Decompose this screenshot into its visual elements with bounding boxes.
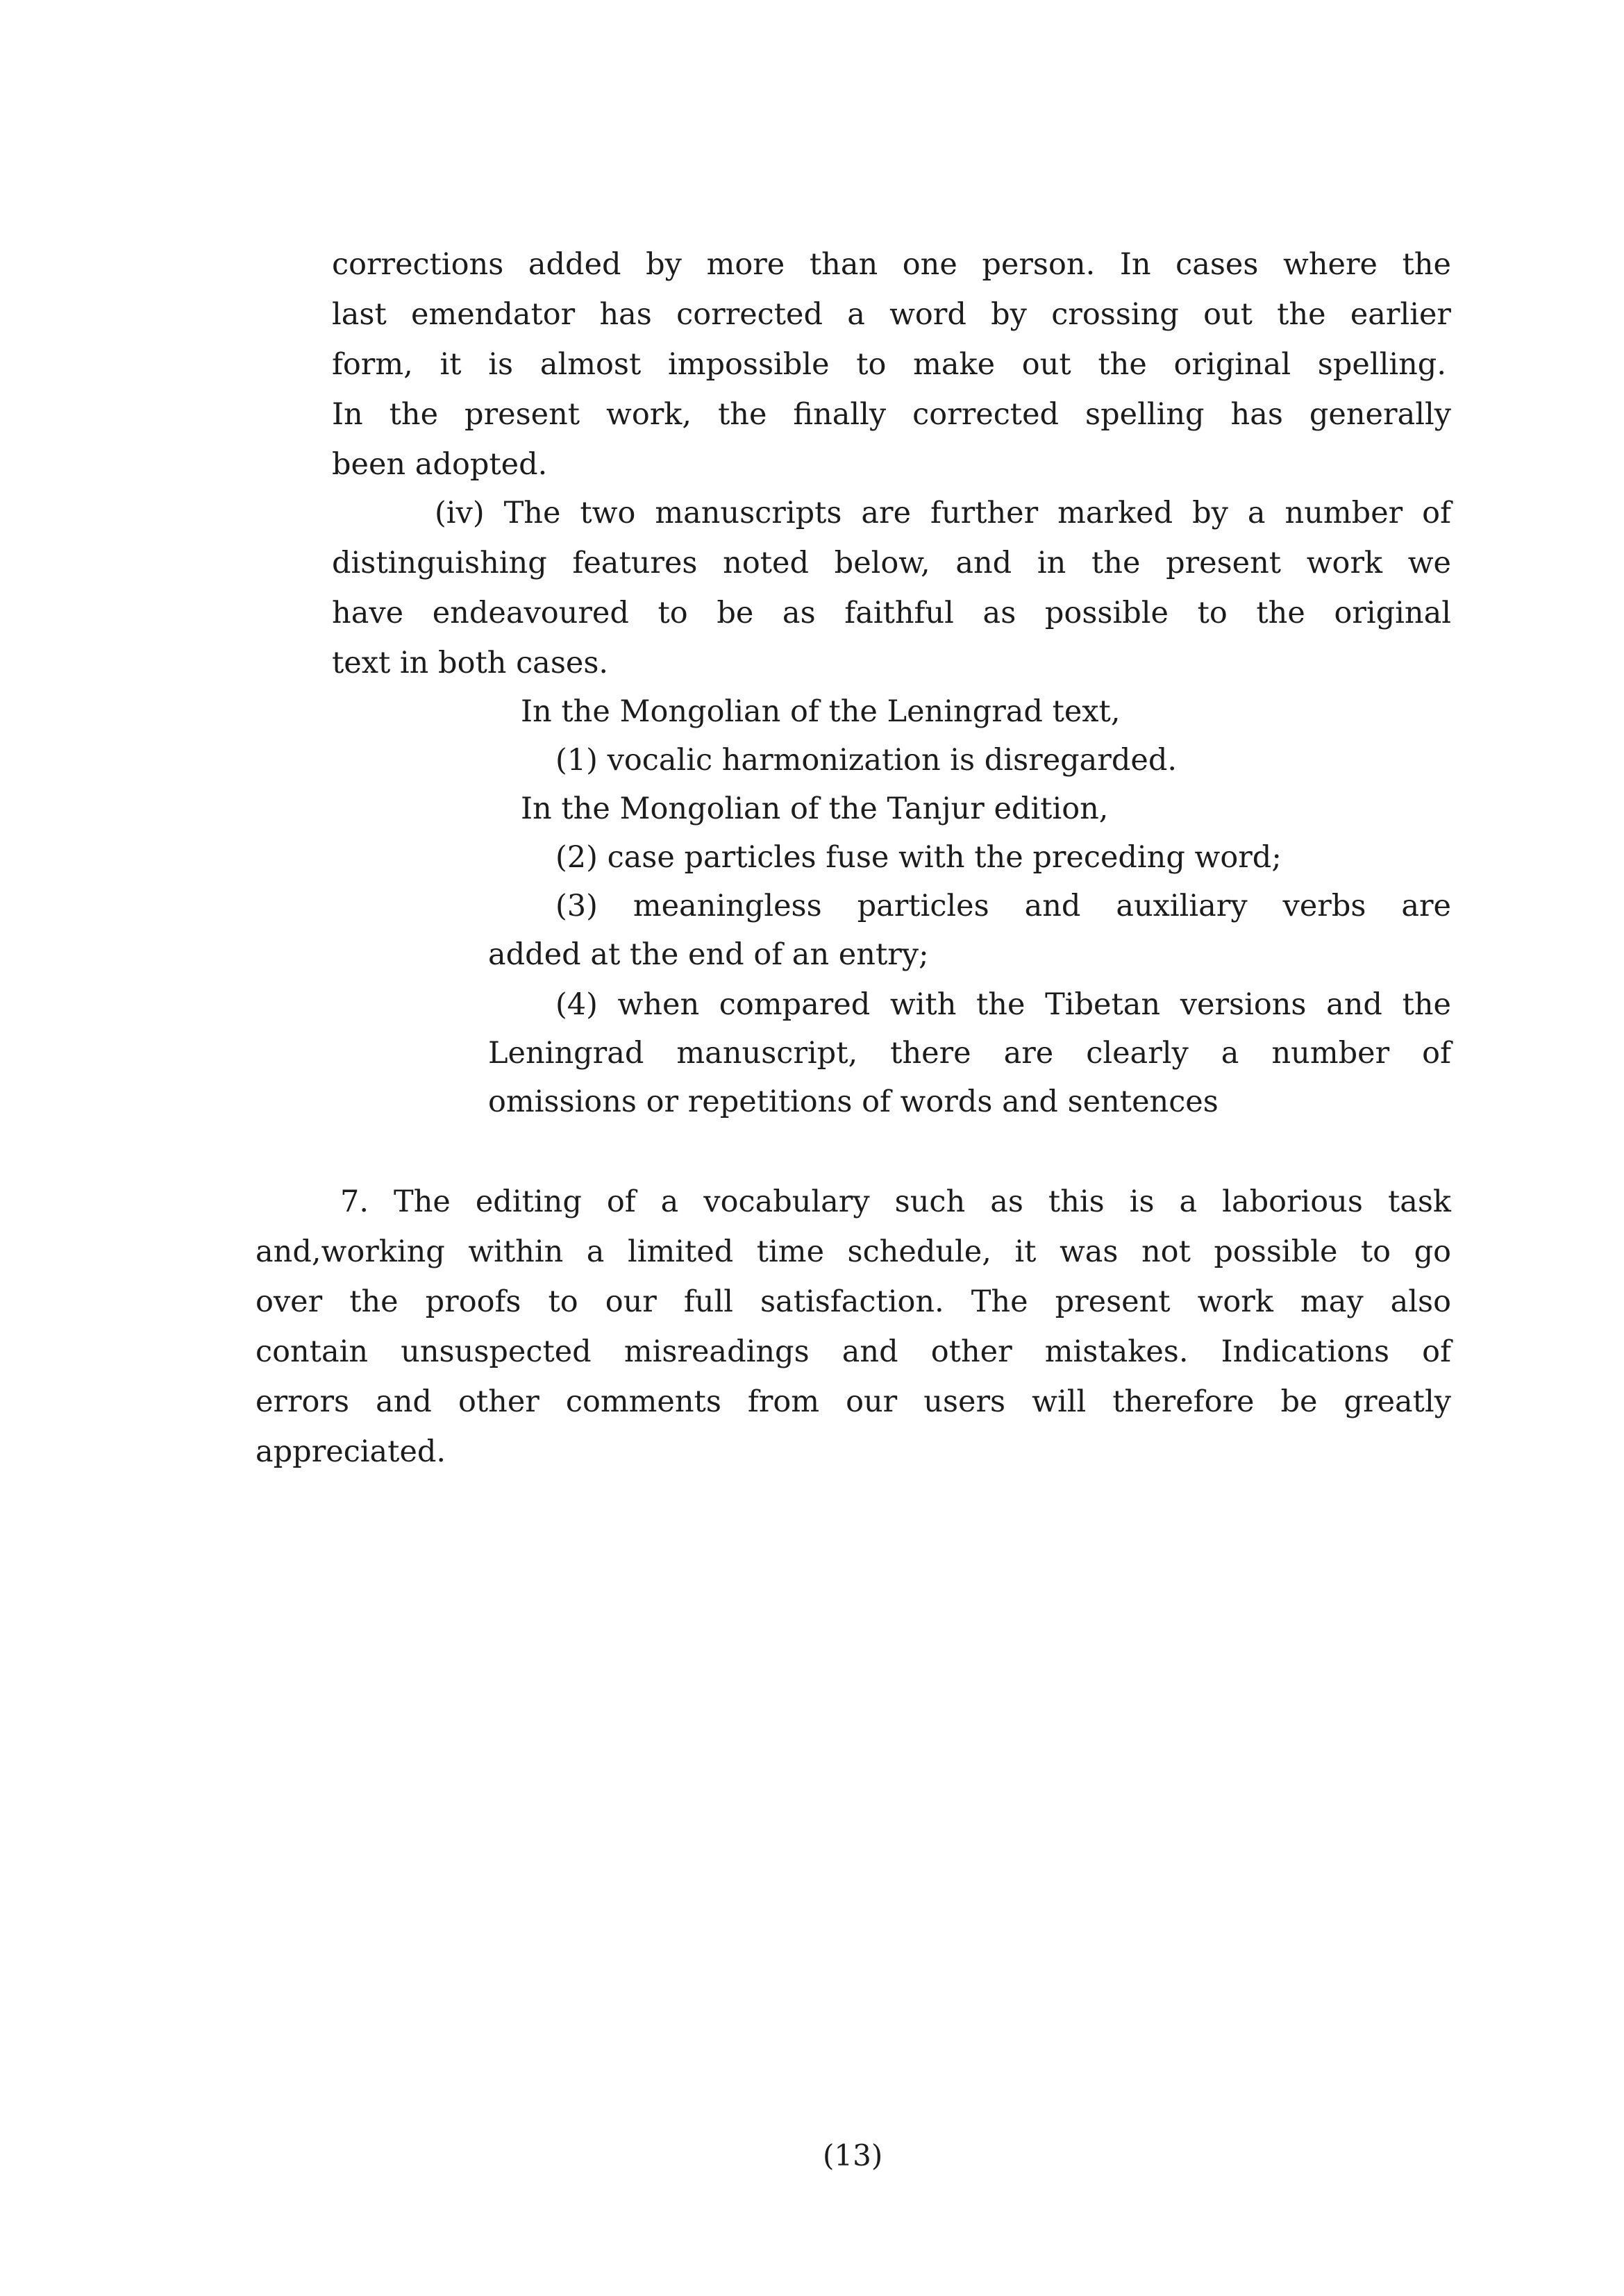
list-item: (1) vocalic harmonization is disregarded. xyxy=(555,743,1178,778)
list-item: (3) meaningless particles and auxiliary verbs are xyxy=(555,889,1451,923)
text-line: text in both cases. xyxy=(332,646,609,680)
text-line: have endeavoured to be as faithful as possible to the original xyxy=(332,596,1451,630)
text-line: over the proofs to our full satisfaction. The present work may also xyxy=(256,1284,1451,1319)
list-item: Leningrad manuscript, there are clearly a number of xyxy=(488,1036,1451,1071)
text-line: been adopted. xyxy=(332,447,548,482)
list-item: added at the end of an entry; xyxy=(488,937,929,972)
list-item: (2) case particles fuse with the preceding word; xyxy=(555,840,1282,875)
list-item: omissions or repetitions of words and sentences xyxy=(488,1084,1219,1119)
text-line: last emendator has corrected a word by crossing out the earlier xyxy=(332,297,1451,332)
text-line: (iv) The two manuscripts are further marked by a number of xyxy=(435,496,1451,530)
text-line: contain unsuspected misreadings and other mistakes. Indications of xyxy=(256,1334,1451,1369)
list-heading: In the Mongolian of the Tanjur edition, xyxy=(521,791,1109,826)
text-line: In the present work, the finally corrected spelling has generally xyxy=(332,397,1451,432)
text-line: form, it is almost impossible to make out the original spelling. xyxy=(332,347,1446,382)
list-heading: In the Mongolian of the Leningrad text, xyxy=(521,694,1121,729)
text-line: errors and other comments from our users will therefore be greatly xyxy=(256,1384,1451,1419)
text-line: 7. The editing of a vocabulary such as this is a laborious task xyxy=(340,1184,1451,1219)
text-line: distinguishing features noted below, and in the present work we xyxy=(332,546,1451,580)
text-line: and,working within a limited time schedule, it was not possible to go xyxy=(256,1234,1451,1269)
list-item: (4) when compared with the Tibetan versions and the xyxy=(555,987,1451,1022)
text-line: corrections added by more than one person. In cases where the xyxy=(332,247,1451,282)
page-number: (13) xyxy=(823,2138,883,2172)
text-line: appreciated. xyxy=(256,1434,446,1469)
